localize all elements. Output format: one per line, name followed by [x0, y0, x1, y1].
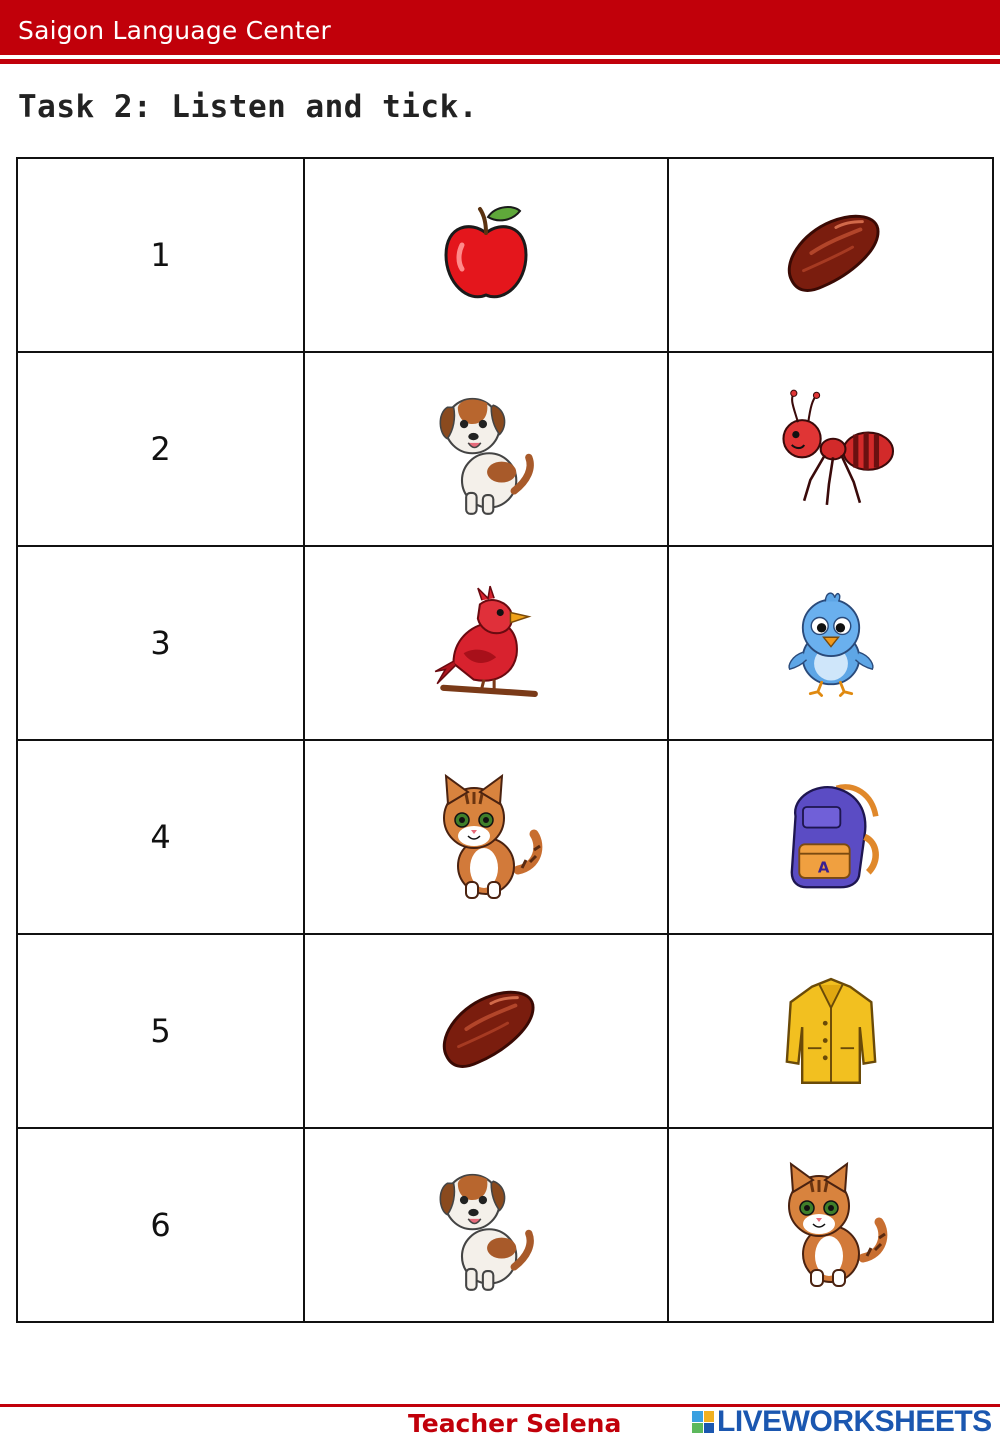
liveworksheets-logo[interactable] [692, 1404, 992, 1440]
row-number: 6 [17, 1128, 304, 1322]
row-number: 3 [17, 546, 304, 740]
table-row [17, 158, 993, 352]
task-title: Task 2: Listen and tick. [18, 89, 478, 125]
dog-icon [422, 376, 550, 518]
option-cell-right[interactable] [668, 546, 993, 740]
option-cell-left[interactable] [304, 740, 668, 934]
row-number: 2 [17, 352, 304, 546]
table-row [17, 1128, 993, 1322]
option-cell-left[interactable] [304, 352, 668, 546]
option-cell-right[interactable] [668, 1128, 993, 1322]
option-cell-left[interactable] [304, 1128, 668, 1322]
table-row [17, 352, 993, 546]
option-cell-left[interactable] [304, 546, 668, 740]
date-fruit-icon [777, 204, 885, 302]
blue-bird-icon [784, 576, 878, 706]
apple-icon [436, 199, 536, 307]
coat-icon [783, 969, 879, 1089]
red-bird-icon [432, 582, 540, 700]
row-number: 5 [17, 934, 304, 1128]
header-divider [0, 59, 1000, 64]
teacher-name: Teacher Selena [408, 1409, 622, 1438]
option-cell-left[interactable] [304, 934, 668, 1128]
liveworksheets-grid-icon [692, 1411, 714, 1433]
table-row [17, 740, 993, 934]
dog-icon [422, 1152, 550, 1294]
option-cell-right[interactable] [668, 352, 993, 546]
option-cell-right[interactable] [668, 158, 993, 352]
row-number: 4 [17, 740, 304, 934]
row-number: 1 [17, 158, 304, 352]
option-cell-left[interactable] [304, 158, 668, 352]
option-cell-right[interactable] [668, 740, 993, 934]
date-fruit-icon [432, 980, 540, 1078]
picture-table [16, 157, 994, 1323]
table-row [17, 934, 993, 1128]
table-row [17, 546, 993, 740]
cat-icon [424, 770, 548, 900]
school-name: Saigon Language Center [18, 16, 331, 45]
option-cell-right[interactable] [668, 934, 993, 1128]
cat-icon [769, 1158, 893, 1288]
ant-icon [758, 385, 904, 509]
liveworksheets-wordmark: LIVEWORKSHEETS [717, 1405, 992, 1438]
backpack-icon [773, 779, 889, 891]
header-bar [0, 0, 1000, 55]
